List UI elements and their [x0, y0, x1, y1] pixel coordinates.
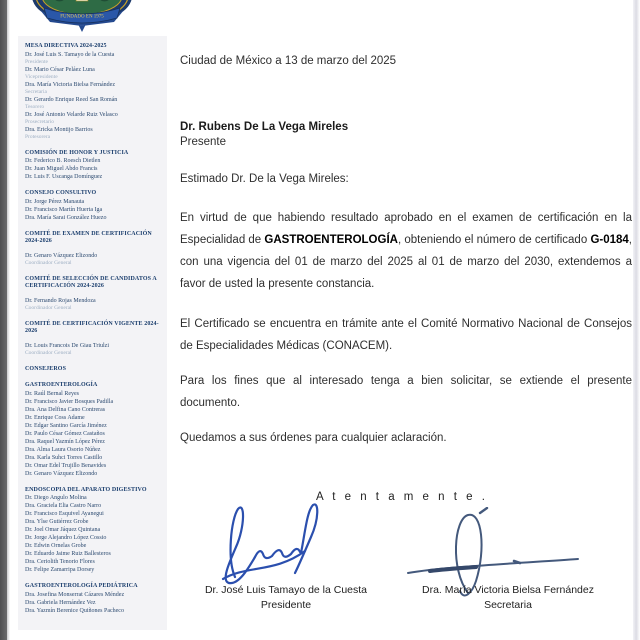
sidebar-member-name: Dr. Mario César Peláez Luna — [25, 66, 95, 73]
sidebar-member-name: Dr. Juan Miguel Abdo Francis — [25, 166, 98, 172]
certificate-number: G-0184 — [590, 234, 629, 246]
sidebar-section-title: ENDOSCOPIA DEL APARATO DIGESTIVO — [25, 486, 147, 493]
sidebar-section — [25, 321, 163, 357]
sidebar-member-name: Dra. Ylse Gutiérrez Grobe — [25, 519, 89, 525]
sidebar-member-name: Dr. Luis F. Uscanga Domínguez — [25, 174, 103, 180]
sidebar-section — [25, 382, 163, 478]
sidebar-member-name: Dr. Jorge Alejandro López Cossio — [25, 535, 107, 541]
sidebar-member-name: Dra. María Victoria Bielsa Fernández — [25, 81, 115, 88]
paragraph-closing-note: Quedamos a sus órdenes para cualquier aclaración. — [180, 432, 447, 444]
sidebar-member-name: Dr. Omar Edel Trujillo Benavides — [25, 462, 107, 469]
sidebar-section-title: COMISIÓN DE HONOR Y JUSTICIA — [25, 149, 129, 156]
sidebar-section — [25, 276, 163, 312]
sidebar-member-role: Secretaria — [25, 88, 47, 95]
sidebar-member-name: Dr. Gerardo Enrique Reed San Román — [25, 96, 118, 103]
signatory-name: Dra. María Victoria Bielsa Fernández — [422, 584, 594, 596]
sidebar-member-name: Dr. Enrique Coss Adame — [25, 414, 85, 421]
sidebar-member-name: Dr. Edwin Ornelas Grobe — [25, 543, 87, 549]
sidebar-member-name: Dr. Eduardo Jaime Ruiz Ballesteros — [25, 551, 111, 557]
paragraph-certification — [180, 207, 632, 295]
sidebar-member-name: Dr. Genaro Vázquez Elizondo — [25, 252, 98, 259]
sidebar-section — [25, 583, 163, 615]
sidebar-section-title: GASTROENTEROLOGÍA PEDIÁTRICA — [25, 583, 138, 589]
date-line: Ciudad de México a 13 de marzo del 2025 — [180, 55, 397, 67]
sidebar-section-title: MESA DIRECTIVA 2024-2025 — [25, 43, 107, 49]
sidebar-member-role: Coordinador General — [25, 304, 72, 311]
photo-edge-left — [0, 0, 7, 640]
sidebar-member-name: Dra. Raquel Yazmín López Pérez — [25, 438, 105, 445]
sidebar-section — [25, 366, 163, 374]
photo-edge-right — [633, 0, 640, 640]
sidebar-member-name: Dr. Raúl Bernal Reyes — [25, 390, 79, 397]
president-signature — [205, 493, 335, 593]
sidebar-member-name: Dra. Karla Suhci Torres Castillo — [25, 454, 103, 461]
signatory-secretary — [388, 583, 628, 613]
sidebar-member-name: Dr. Fernando Rojas Mendoza — [25, 297, 96, 304]
paragraph-conacem: El Certificado se encuentra en trámite ante el Comité Normativo Nacional de Consejos de Especialidades Médicas (CONACEM). — [180, 318, 632, 352]
sidebar-section — [25, 487, 163, 575]
sidebar-member-role: Coordinador General — [25, 259, 72, 266]
organization-seal-icon — [30, 0, 134, 40]
sidebar-member-name: Dra. Ana Delfina Cano Contreras — [25, 406, 106, 413]
sidebar-member-name: Dr. José Antonio Velarde Ruiz Velasco — [25, 111, 118, 118]
signatory-title: Secretaria — [484, 599, 532, 611]
sidebar-section-title: COMITÉ DE EXAMEN DE CERTIFICACIÓN 2024-2026 — [25, 230, 152, 244]
sidebar-member-name: Dr. Francisco Javier Bosques Padilla — [25, 398, 114, 405]
sidebar-member-name: Dr. Joel Omar Jáquez Quintana — [25, 527, 101, 533]
svg-text:FUNDADO EN 1975: FUNDADO EN 1975 — [60, 14, 104, 20]
salutation: Estimado Dr. De la Vega Mireles: — [180, 173, 349, 185]
sidebar-member-name: Dr. Diego Angulo Molina — [25, 495, 87, 501]
sidebar-member-name: Dra. Ceriolith Tenorio Flores — [25, 559, 95, 565]
signatory-name: Dr. José Luis Tamayo de la Cuesta — [204, 584, 368, 596]
sidebar-member-name: Dr. Jorge Pérez Manauta — [25, 198, 85, 205]
sidebar-section — [25, 190, 163, 222]
sidebar-section-title: CONSEJO CONSULTIVO — [25, 190, 97, 196]
p1-text-e: , con una vigencia del 01 de marzo del 2025 al 01 de marzo del 2030, extendemos a favor de usted la presente constancia. — [180, 234, 632, 290]
letter-body — [180, 55, 632, 640]
sidebar-member-role: Coordinador General — [25, 349, 72, 356]
sidebar-member-name: Dr. Genaro Vázquez Elizondo — [25, 470, 98, 477]
sidebar-member-name: Dr. Louis Francois De Giau Triulzi — [25, 342, 109, 349]
sidebar-member-name: Dra. Gabriela Hernández Vez — [25, 599, 96, 606]
sidebar-member-name: Dr. Edgar Santino García Jiménez — [25, 422, 107, 429]
sidebar-member-name: Dr. Federico B. Roesch Dietlen — [25, 158, 101, 164]
sidebar-member-name: Dr. Francisco Martín Huerta Iga — [25, 206, 103, 213]
sidebar-member-name: Dr. José Luis S. Tamayo de la Cuesta — [25, 51, 115, 58]
sidebar-member-name: Dra. María Sarai González Huezo — [25, 214, 107, 221]
signatory-title: Presidente — [260, 599, 312, 611]
paragraph-purpose: Para los fines que al interesado tenga a bien solicitar, se extiende el presente documento. — [180, 375, 632, 409]
sidebar-section-title: CONSEJEROS — [25, 365, 67, 372]
sidebar-section — [25, 231, 163, 267]
recipient-name: Dr. Rubens De La Vega Mireles — [180, 121, 349, 133]
sidebar-member-role: Protesorera — [25, 133, 51, 140]
sidebar-member-name: Dr. Felipe Zamarripa Dorsey — [25, 567, 95, 573]
sidebar-section-title: GASTROENTEROLOGÍA — [25, 382, 98, 388]
sidebar-member-name: Dra. Yazmín Berenice Quiñones Pacheco — [25, 607, 124, 614]
sidebar-member-name: Dra. Josefina Monserrat Cázares Méndez — [25, 591, 125, 598]
sidebar-section-title: COMITÉ DE SELECCIÓN DE CANDIDATOS A CERTIFICACIÓN 2024-2026 — [25, 275, 157, 289]
sidebar-member-name: Dra. Graciela Elia Castro Narro — [25, 503, 102, 509]
signatory-president — [180, 583, 392, 613]
sidebar-member-role: Presidente — [25, 58, 48, 65]
recipient-presente: Presente — [180, 136, 227, 148]
sidebar-member-name: Dra. Ericka Montijo Barrios — [25, 126, 93, 133]
sidebar-member-name: Dr. Francisco Esquivel Ayanegui — [25, 511, 104, 517]
recipient-block — [180, 120, 348, 150]
sidebar-sections — [25, 43, 163, 615]
photo-edge-left-soft — [7, 0, 10, 640]
sidebar-section — [25, 150, 163, 182]
specialty-name: GASTROENTEROLOGÍA — [264, 234, 398, 246]
closing-atentamente: A t e n t a m e n t e . — [316, 491, 488, 503]
sidebar-section-title: COMITÉ DE CERTIFICACIÓN VIGENTE 2024-2026 — [25, 320, 159, 334]
p1-text-c: , obteniendo el número de certificado — [397, 234, 591, 246]
sidebar-member-name: Dr. Paulo César Gómez Castaños — [25, 430, 105, 437]
sidebar-member-role: Tesorero — [25, 103, 45, 110]
sidebar-member-role: Prosecretario — [25, 118, 55, 125]
sidebar-section — [25, 43, 163, 141]
sidebar-member-name: Dra. Alma Laura Osorio Núñez — [25, 446, 101, 453]
sidebar-member-role: Vicepresidente — [25, 73, 58, 80]
p1-text-a: En virtud de que habiendo resultado aprobado en el examen de certificación en la Especialidad de — [180, 212, 632, 246]
member-roster-sidebar — [18, 36, 167, 630]
